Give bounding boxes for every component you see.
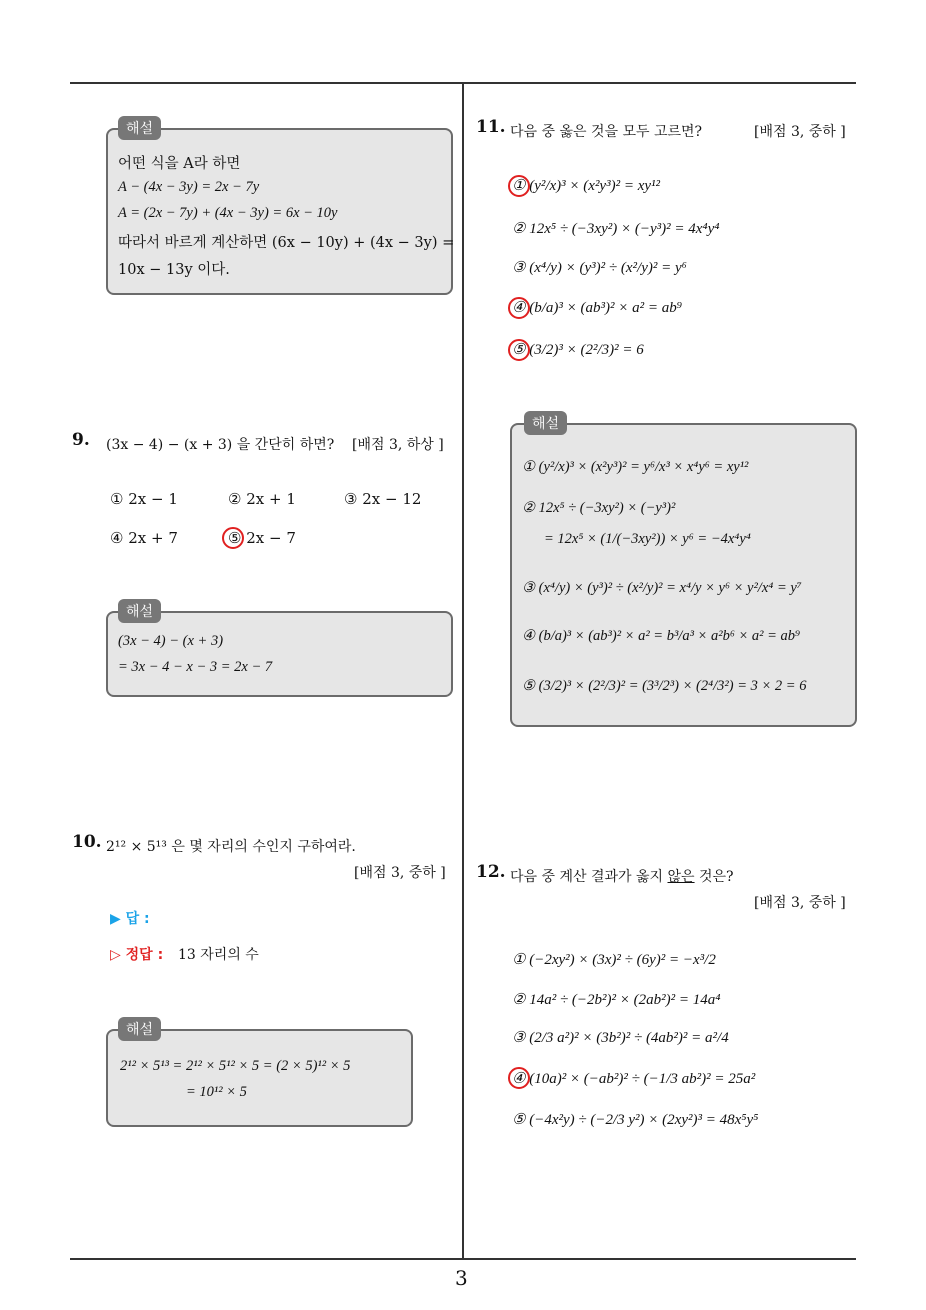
answer-circle-mark bbox=[222, 527, 244, 549]
option-2[interactable]: ② 2x + 1 bbox=[228, 490, 296, 508]
solution-line: 2¹² × 5¹³ = 2¹² × 5¹² × 5 = (2 × 5)¹² × 5 bbox=[120, 1058, 351, 1074]
solution-line: A = (2x − 7y) + (4x − 3y) = 6x − 10y bbox=[118, 205, 338, 221]
solution-line: = 3x − 4 − x − 3 = 2x − 7 bbox=[118, 659, 273, 675]
option-2[interactable]: ② 12x⁵ ÷ (−3xy²) × (−y³)² = 4x⁴y⁴ bbox=[512, 221, 720, 237]
bottom-rule bbox=[70, 1258, 856, 1260]
question-number: 11. bbox=[476, 117, 506, 137]
option-3[interactable]: ③ (x⁴/y) × (y³)² ÷ (x²/y)² = y⁶ bbox=[512, 260, 687, 276]
solution-line: ③ (x⁴/y) × (y³)² ÷ (x²/y)² = x⁴/y × y⁶ × y²/x⁴ = y⁷ bbox=[522, 580, 802, 596]
question-text bbox=[510, 866, 734, 886]
solution-tag: 해설 bbox=[118, 116, 161, 140]
solution-line: 10x − 13y 이다. bbox=[118, 262, 230, 278]
answer-label: ▶ 답 : bbox=[110, 911, 150, 927]
question-number: 12. bbox=[476, 862, 506, 882]
question-text: (3x − 4) − (x + 3) 을 간단히 하면? bbox=[106, 437, 335, 453]
option-3[interactable]: ③ (2/3 a²)² × (3b²)² ÷ (4ab²)² = a²/4 bbox=[512, 1030, 729, 1046]
answer-circle-mark bbox=[508, 297, 530, 319]
option-4[interactable]: ④ (b/a)³ × (ab³)² × a² = ab⁹ bbox=[512, 300, 682, 316]
option-4[interactable]: ④ (10a)² × (−ab²)² ÷ (−1/3 ab²)² = 25a² bbox=[512, 1071, 756, 1087]
option-3[interactable]: ③ 2x − 12 bbox=[344, 490, 422, 508]
solution-box-10 bbox=[106, 1029, 413, 1127]
option-1[interactable]: ① (y²/x)³ × (x²y³)² = xy¹² bbox=[512, 178, 661, 194]
solution-line: ① (y²/x)³ × (x²y³)² = y⁶/x³ × x⁴y⁶ = xy¹² bbox=[522, 459, 749, 475]
question-number: 10. bbox=[72, 832, 102, 852]
question-text: 2¹² × 5¹³ 은 몇 자리의 수인지 구하여라. bbox=[106, 839, 356, 855]
answer-circle-mark bbox=[508, 175, 530, 197]
solution-line: ④ (b/a)³ × (ab³)² × a² = b³/a³ × a²b⁶ × a² = ab⁹ bbox=[522, 628, 801, 644]
correct-answer-value: 13 자리의 수 bbox=[178, 947, 259, 963]
option-5[interactable]: ⑤ (3/2)³ × (2²/3)² = 6 bbox=[512, 342, 644, 358]
page-number: 3 bbox=[455, 1266, 468, 1290]
question-text-emphasis: 않은 bbox=[667, 869, 695, 885]
option-1[interactable]: ① 2x − 1 bbox=[110, 490, 178, 508]
solution-tag: 해설 bbox=[118, 599, 161, 623]
question-meta: [배점 3, 중하 ] bbox=[354, 865, 446, 881]
solution-line: ② 12x⁵ ÷ (−3xy²) × (−y³)² bbox=[522, 500, 676, 516]
option-4[interactable]: ④ 2x + 7 bbox=[110, 529, 178, 547]
column-divider bbox=[462, 84, 464, 1259]
solution-line: = 10¹² × 5 bbox=[186, 1084, 247, 1100]
question-meta: [배점 3, 하상 ] bbox=[352, 437, 444, 453]
solution-line: ⑤ (3/2)³ × (2²/3)² = (3³/2³) × (2⁴/3²) = 3 × 2 = 6 bbox=[522, 678, 807, 694]
question-text-part: 것은? bbox=[694, 869, 734, 885]
solution-line: A − (4x − 3y) = 2x − 7y bbox=[118, 179, 260, 195]
correct-answer-label: ▷ 정답 : bbox=[110, 947, 164, 963]
solution-tag: 해설 bbox=[118, 1017, 161, 1041]
solution-tag: 해설 bbox=[524, 411, 567, 435]
option-2[interactable]: ② 14a² ÷ (−2b²)² × (2ab²)² = 14a⁴ bbox=[512, 992, 721, 1008]
solution-box-9 bbox=[106, 611, 453, 697]
answer-circle-mark bbox=[508, 339, 530, 361]
solution-line: (3x − 4) − (x + 3) bbox=[118, 633, 224, 649]
option-5[interactable]: ⑤ 2x − 7 bbox=[228, 529, 296, 547]
option-5[interactable]: ⑤ (−4x²y) ÷ (−2/3 y²) × (2xy²)³ = 48x⁵y⁵ bbox=[512, 1112, 759, 1128]
solution-line: = 12x⁵ × (1/(−3xy²)) × y⁶ = −4x⁴y⁴ bbox=[544, 531, 751, 547]
question-number: 9. bbox=[72, 430, 90, 450]
option-1[interactable]: ① (−2xy²) × (3x)² ÷ (6y)² = −x³/2 bbox=[512, 952, 716, 968]
answer-circle-mark bbox=[508, 1067, 530, 1089]
question-meta: [배점 3, 중하 ] bbox=[754, 895, 846, 911]
solution-line: 따라서 바르게 계산하면 (6x − 10y) + (4x − 3y) = bbox=[118, 235, 455, 251]
question-text-part: 다음 중 계산 결과가 옳지 bbox=[510, 869, 668, 885]
question-text: 다음 중 옳은 것을 모두 고르면? bbox=[510, 124, 703, 140]
question-meta: [배점 3, 중하 ] bbox=[754, 124, 846, 140]
solution-line: 어떤 식을 A라 하면 bbox=[118, 156, 241, 172]
